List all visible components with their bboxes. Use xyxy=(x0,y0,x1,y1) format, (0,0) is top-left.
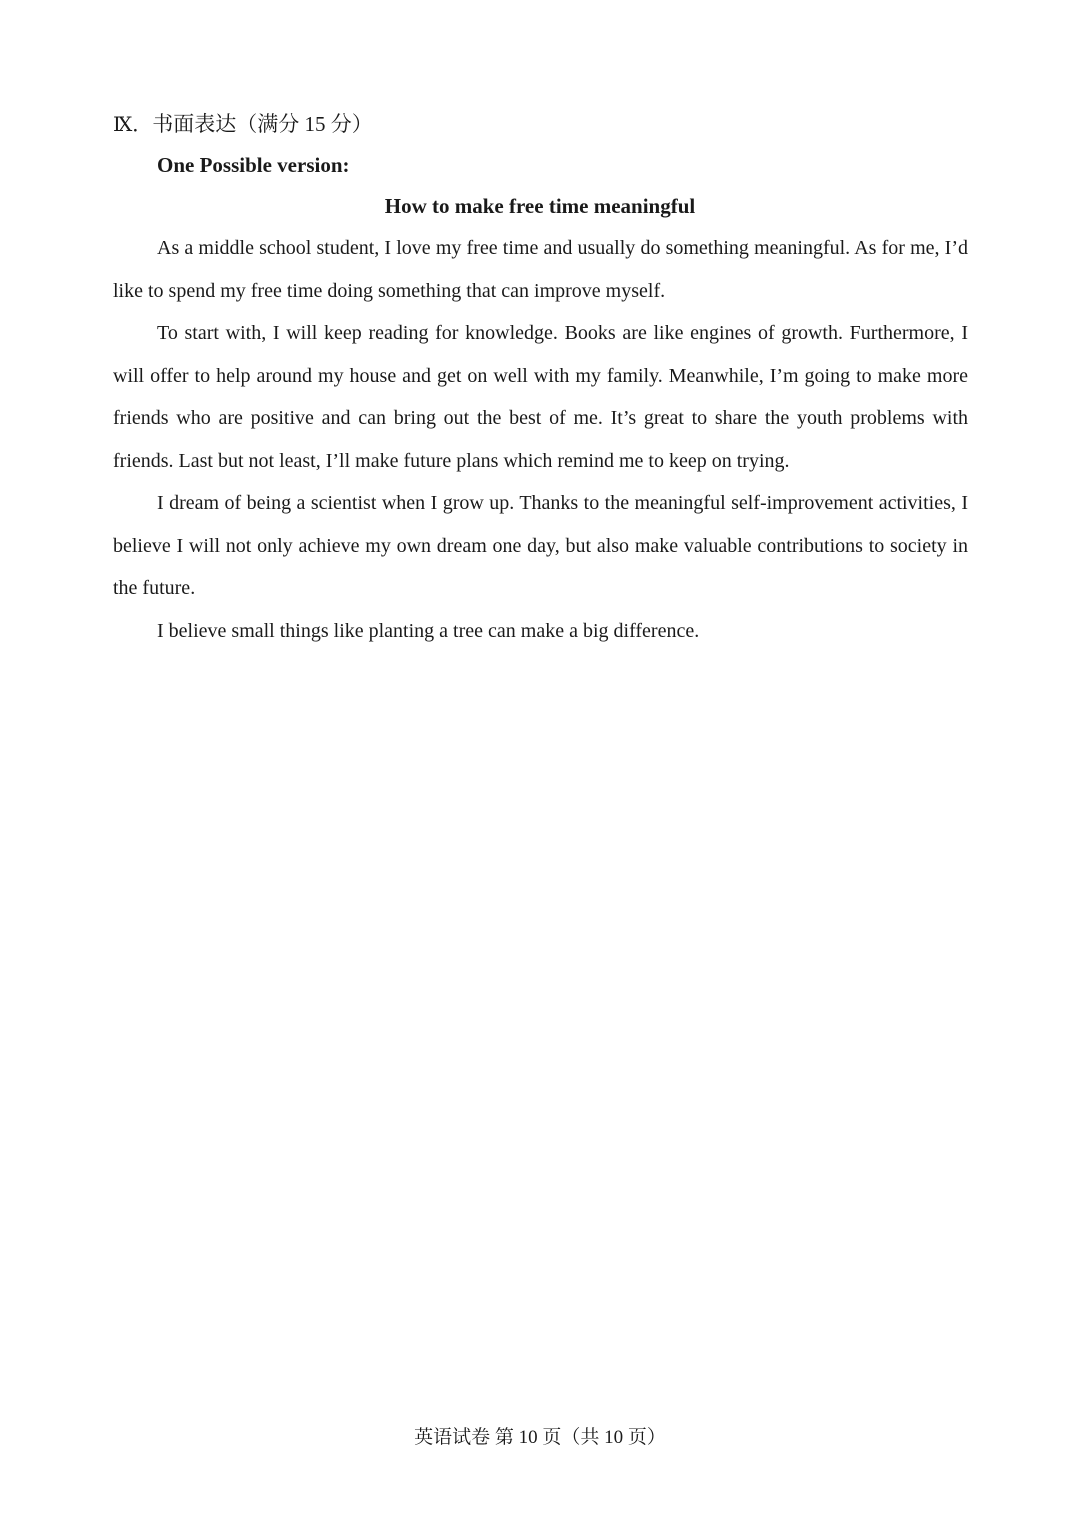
essay-body xyxy=(113,227,968,652)
section-number: Ⅸ． xyxy=(113,112,153,136)
page-footer: 英语试卷 第 10 页（共 10 页） xyxy=(414,1427,666,1448)
essay-title: How to make free time meaningful xyxy=(384,194,696,218)
section-heading xyxy=(113,110,373,138)
essay-paragraph: As a middle school student, I love my free time and usually do something meaningful. As for me, I’d like to spend my free time doing something that can improve myself. xyxy=(113,237,968,302)
essay-paragraph: I believe small things like planting a tree can make a big difference. xyxy=(157,619,700,642)
answer-subtitle: One Possible version: xyxy=(157,153,350,177)
essay-paragraph: I dream of being a scientist when I grow up. Thanks to the meaningful self-improvement activities, I believe I will not only achieve my own dream one day, but also make valuable contributions to society in the future. xyxy=(113,492,968,599)
essay-paragraph: To start with, I will keep reading for knowledge. Books are like engines of growth. Furthermore, I will offer to help around my house and get on well with my family. Meanwhile, I’m going to make more friends who are positive and can bring out the best of me. It’s great to share the youth problems with friends. Last but not least, I’ll make future plans which remind me to keep on trying. xyxy=(113,322,968,472)
section-heading-text: 书面表达（满分 15 分） xyxy=(152,112,373,136)
